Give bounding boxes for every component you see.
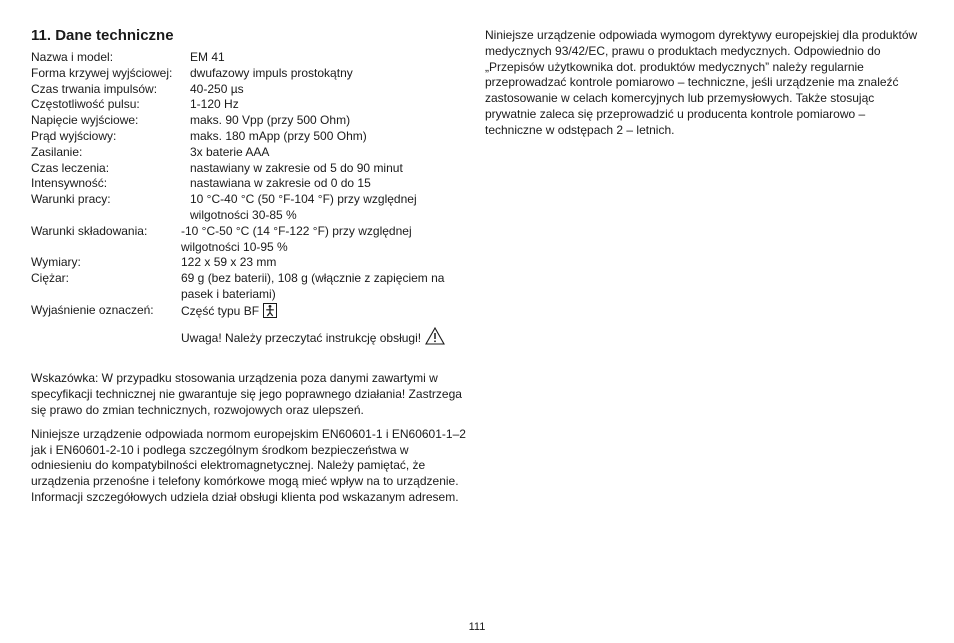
spec-value: nastawiana w zakresie od 0 do 15	[190, 176, 371, 191]
spec-row	[31, 255, 471, 271]
spec-label: Częstotliwość pulsu:	[31, 97, 140, 112]
spec-label: Ciężar:	[31, 271, 70, 286]
directive-paragraph: Niniejsze urządzenie odpowiada wymogom dyrektywy europejskiej dla produktów medycznych 93/42/EC, prawu o produktach medycznych. Odpowiednio do „Przepisów użytkownika dot. produktów medycznych” należy regularnie przeprowadzać kontrole pomiarowo – techniczne, jeśli urządzenie ma znaleźć zastosowanie w celach komercyjnych lub przemysłowych. Także stosując prywatnie zaleca się przeprowadzić u producenta kontrole pomiarowo – techniczne w odstępach 2 – letnich.	[485, 28, 918, 137]
spec-value: maks. 180 mApp (przy 500 Ohm)	[190, 128, 367, 143]
spec-row	[31, 113, 471, 129]
warning-label: Uwaga! Należy przeczytać instrukcję obsługi!	[181, 330, 422, 345]
spec-label: Warunki pracy:	[31, 192, 111, 207]
spec-label: Prąd wyjściowy:	[31, 128, 117, 143]
spec-value: EM 41	[190, 50, 225, 64]
page-number: 111	[468, 621, 486, 633]
spec-table	[31, 50, 471, 349]
spec-value: 3x baterie AAA	[190, 144, 270, 159]
spec-row	[31, 50, 471, 66]
spec-value: nastawiany w zakresie od 5 do 90 minut	[190, 160, 403, 175]
spec-label: Wyjaśnienie oznaczeń:	[31, 302, 154, 317]
emc-paragraph: Niniejsze urządzenie odpowiada normom europejskim EN60601-1 i EN60601-1–2 jak i EN60601-2-10 i podlega szczególnym środkom bezpieczeństwa w odniesieniu do kompatybilności elektromagnetycznej. Należy pamiętać, że urządzenia przenośne i telefony komórkowe mogą mieć wpływ na to urządzenie. Informacji szczegółowych udziela dział obsługi klienta pod wskazanym adresem.	[31, 426, 466, 504]
spec-label: Czas leczenia:	[31, 160, 110, 175]
spec-value: 40-250 µs	[190, 81, 244, 96]
spec-label: Nazwa i model:	[31, 50, 114, 64]
note-paragraph: Wskazówka: W przypadku stosowania urządzenia poza danymi zawartymi w specyfikacji technicznej nie gwarantuje się jego poprawnego działania! Zastrzega się prawo do zmian technicznych, rozwojowych oraz ulepszeń.	[31, 371, 462, 417]
warning-triangle-icon	[425, 327, 445, 350]
spec-label: Napięcie wyjściowe:	[31, 113, 139, 128]
spec-row	[31, 82, 471, 98]
spec-label: Wymiary:	[31, 255, 81, 270]
spec-row	[31, 145, 471, 161]
spec-value	[181, 327, 445, 350]
type-bf-icon	[263, 303, 277, 323]
left-column	[31, 26, 471, 506]
spec-row	[31, 303, 471, 323]
section-heading: 11. Dane techniczne	[31, 27, 174, 44]
right-column	[485, 28, 925, 139]
spec-label: Warunki składowania:	[31, 223, 148, 238]
spec-row	[31, 271, 471, 303]
spec-row	[31, 97, 471, 113]
spec-value: 10 °C-40 °C (50 °F-104 °F) przy względnej wilgotności 30-85 %	[190, 192, 417, 222]
spec-label: Intensywność:	[31, 176, 108, 191]
spec-value: 69 g (bez baterii), 108 g (włącznie z zapięciem na pasek i bateriami)	[181, 271, 445, 301]
spec-value: maks. 90 Vpp (przy 500 Ohm)	[190, 113, 351, 128]
spec-value: 1-120 Hz	[190, 97, 239, 112]
spec-value: dwufazowy impuls prostokątny	[190, 65, 353, 80]
spec-row	[31, 224, 471, 256]
spec-row	[31, 161, 471, 177]
type-bf-label: Część typu BF	[181, 303, 260, 318]
spec-label: Czas trwania impulsów:	[31, 81, 158, 96]
spec-row	[31, 129, 471, 145]
spec-value	[181, 303, 277, 323]
spec-row	[31, 176, 471, 192]
spec-label: Forma krzywej wyjściowej:	[31, 65, 173, 80]
spec-row	[31, 192, 471, 224]
spec-row	[31, 327, 471, 350]
spec-label: Zasilanie:	[31, 144, 83, 159]
spec-value: -10 °C-50 °C (14 °F-122 °F) przy względnej wilgotności 10-95 %	[181, 223, 412, 254]
spec-value: 122 x 59 x 23 mm	[181, 255, 277, 270]
spec-row	[31, 66, 471, 82]
